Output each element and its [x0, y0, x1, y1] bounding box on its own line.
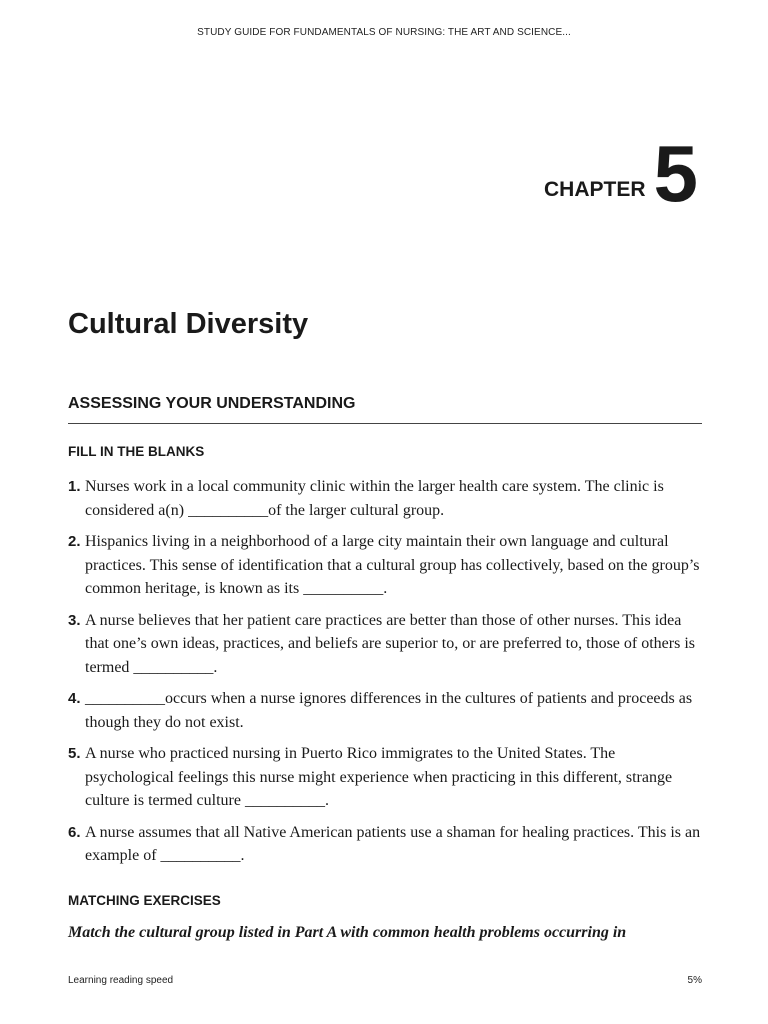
- chapter-marker: [543, 129, 698, 218]
- question-number: 5.: [68, 745, 81, 762]
- question-text: Nurses work in a local community clinic within the larger health care system. The clinic is considered a(n) __________of the larger cultural group.: [85, 478, 664, 519]
- question-item: [68, 530, 704, 601]
- question-item: [68, 821, 704, 868]
- question-number: 4.: [68, 690, 81, 707]
- question-number: 1.: [68, 478, 81, 495]
- question-number: 3.: [68, 611, 81, 629]
- fill-in-blanks-heading: FILL IN THE BLANKS: [68, 444, 205, 459]
- question-text: Hispanics living in a neighborhood of a large city maintain their own language and cultural practices. This sense of identification that a cultural group has collectively, based on the group’s common heritage, is known as its __________.: [85, 533, 700, 597]
- question-text: __________occurs when a nurse ignores differences in the cultures of patients and proceeds as though they do not exist.: [85, 690, 693, 731]
- question-number: 2.: [68, 533, 81, 550]
- chapter-title: Cultural Diversity: [68, 308, 309, 340]
- question-text: A nurse believes that her patient care practices are better than those of other nurses. This idea that one’s own ideas, practices, and beliefs are superior to, or are preferred to, those of others is termed __________.: [85, 611, 695, 676]
- running-header: STUDY GUIDE FOR FUNDAMENTALS OF NURSING: THE ART AND SCIENCE...: [197, 27, 571, 38]
- question-number: 6.: [68, 823, 81, 841]
- question-item: [68, 475, 704, 522]
- fill-in-blanks-list: [68, 475, 704, 876]
- reading-progress: 5%: [687, 975, 702, 986]
- section-heading: ASSESSING YOUR UNDERSTANDING: [68, 395, 356, 412]
- matching-instruction: Match the cultural group listed in Part A with common health problems occurring in: [68, 924, 627, 941]
- chapter-number: 5: [653, 129, 698, 218]
- chapter-label: CHAPTER: [543, 178, 646, 201]
- matching-exercises-heading: MATCHING EXERCISES: [68, 893, 221, 908]
- question-text: A nurse assumes that all Native American patients use a shaman for healing practices. This is an example of __________.: [85, 823, 701, 864]
- question-item: [68, 687, 704, 734]
- section-divider: [68, 423, 702, 424]
- question-item: [68, 609, 704, 680]
- question-text: A nurse who practiced nursing in Puerto Rico immigrates to the United States. The psychological feelings this nurse might experience when practicing in this different, strange culture is termed culture __________.: [85, 745, 673, 809]
- reading-speed-status: Learning reading speed: [68, 975, 174, 986]
- question-item: [68, 742, 704, 813]
